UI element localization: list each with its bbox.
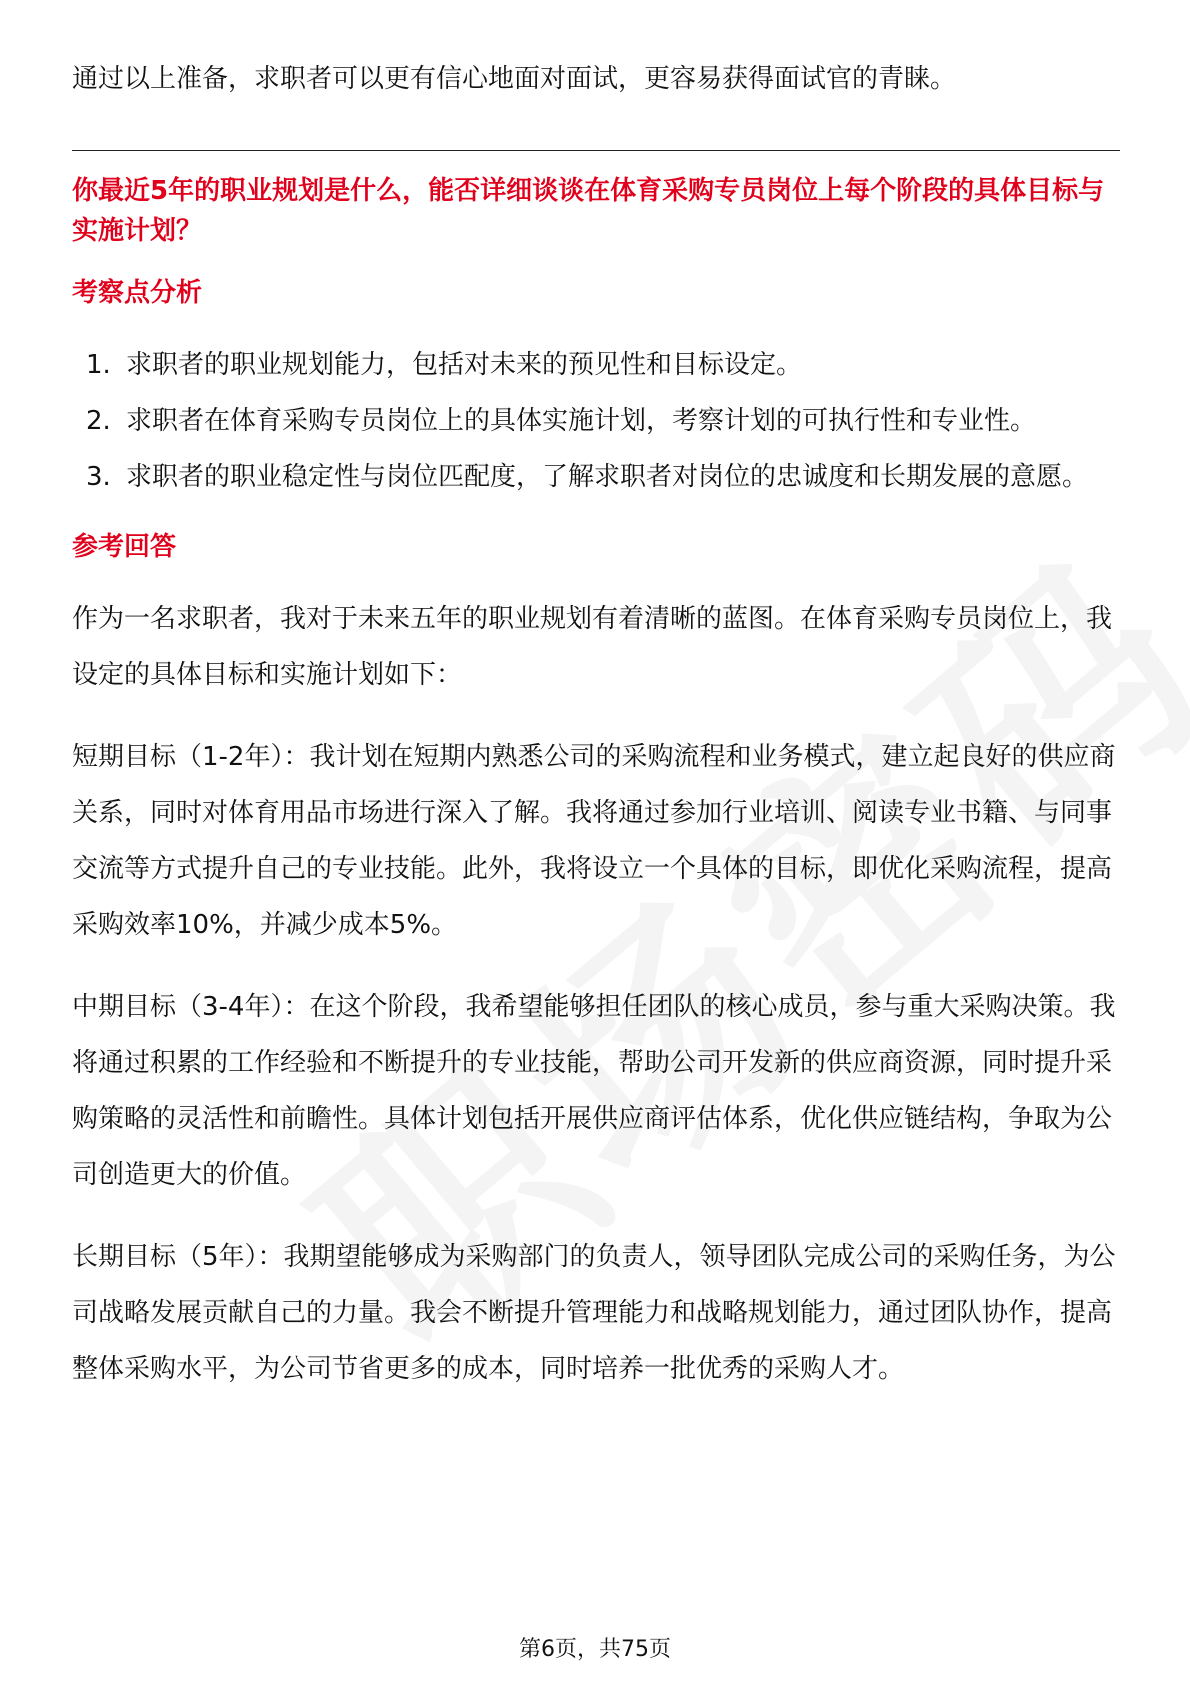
answer-paragraph: 短期目标（1-2年）：我计划在短期内熟悉公司的采购流程和业务模式，建立起良好的供应商关系，同时对体育用品市场进行深入了解。我将通过参加行业培训、阅读专业书籍、与同事交流等方式提升自己的专业技能。此外，我将设立一个具体的目标，即优化采购流程，提高采购效率10%，并减少成本5%。 (72, 742, 1116, 940)
point-number: 3. (86, 462, 111, 492)
point-text: 求职者的职业规划能力，包括对未来的预见性和目标设定。 (126, 350, 803, 380)
point-text: 求职者在体育采购专员岗位上的具体实施计划，考察计划的可执行性和专业性。 (126, 406, 1037, 436)
divider (72, 150, 1120, 151)
answer-paragraph: 作为一名求职者，我对于未来五年的职业规划有着清晰的蓝图。在体育采购专员岗位上，我设定的具体目标和实施计划如下： (72, 604, 1113, 690)
analysis-point (72, 393, 1120, 449)
analysis-point (72, 449, 1120, 505)
answer-paragraph: 长期目标（5年）：我期望能够成为采购部门的负责人，领导团队完成公司的采购任务，为公司战略发展贡献自己的力量。我会不断提升管理能力和战略规划能力，通过团队协作，提高整体采购水平，为公司节省更多的成本，同时培养一批优秀的采购人才。 (72, 1242, 1116, 1384)
analysis-list (72, 337, 1120, 505)
analysis-title: 考察点分析 (72, 278, 203, 308)
answer-paragraph: 中期目标（3-4年）：在这个阶段，我希望能够担任团队的核心成员，参与重大采购决策。我将通过积累的工作经验和不断提升的专业技能，帮助公司开发新的供应商资源，同时提升采购策略的灵活性和前瞻性。具体计划包括开展供应商评估体系，优化供应链结构，争取为公司创造更大的价值。 (72, 992, 1116, 1190)
intro-text: 通过以上准备，求职者可以更有信心地面对面试，更容易获得面试官的青睐。 (72, 64, 957, 94)
question-heading: 你最近5年的职业规划是什么，能否详细谈谈在体育采购专员岗位上每个阶段的具体目标与实施计划？ (72, 176, 1105, 246)
point-text: 求职者的职业稳定性与岗位匹配度，了解求职者对岗位的忠诚度和长期发展的意愿。 (126, 462, 1089, 492)
analysis-point (72, 337, 1120, 393)
point-number: 1. (86, 350, 111, 380)
answer-title: 参考回答 (72, 532, 177, 562)
point-number: 2. (86, 406, 111, 436)
page-content (72, 56, 1120, 1423)
page-number: 第6页，共75页 (519, 1637, 671, 1662)
